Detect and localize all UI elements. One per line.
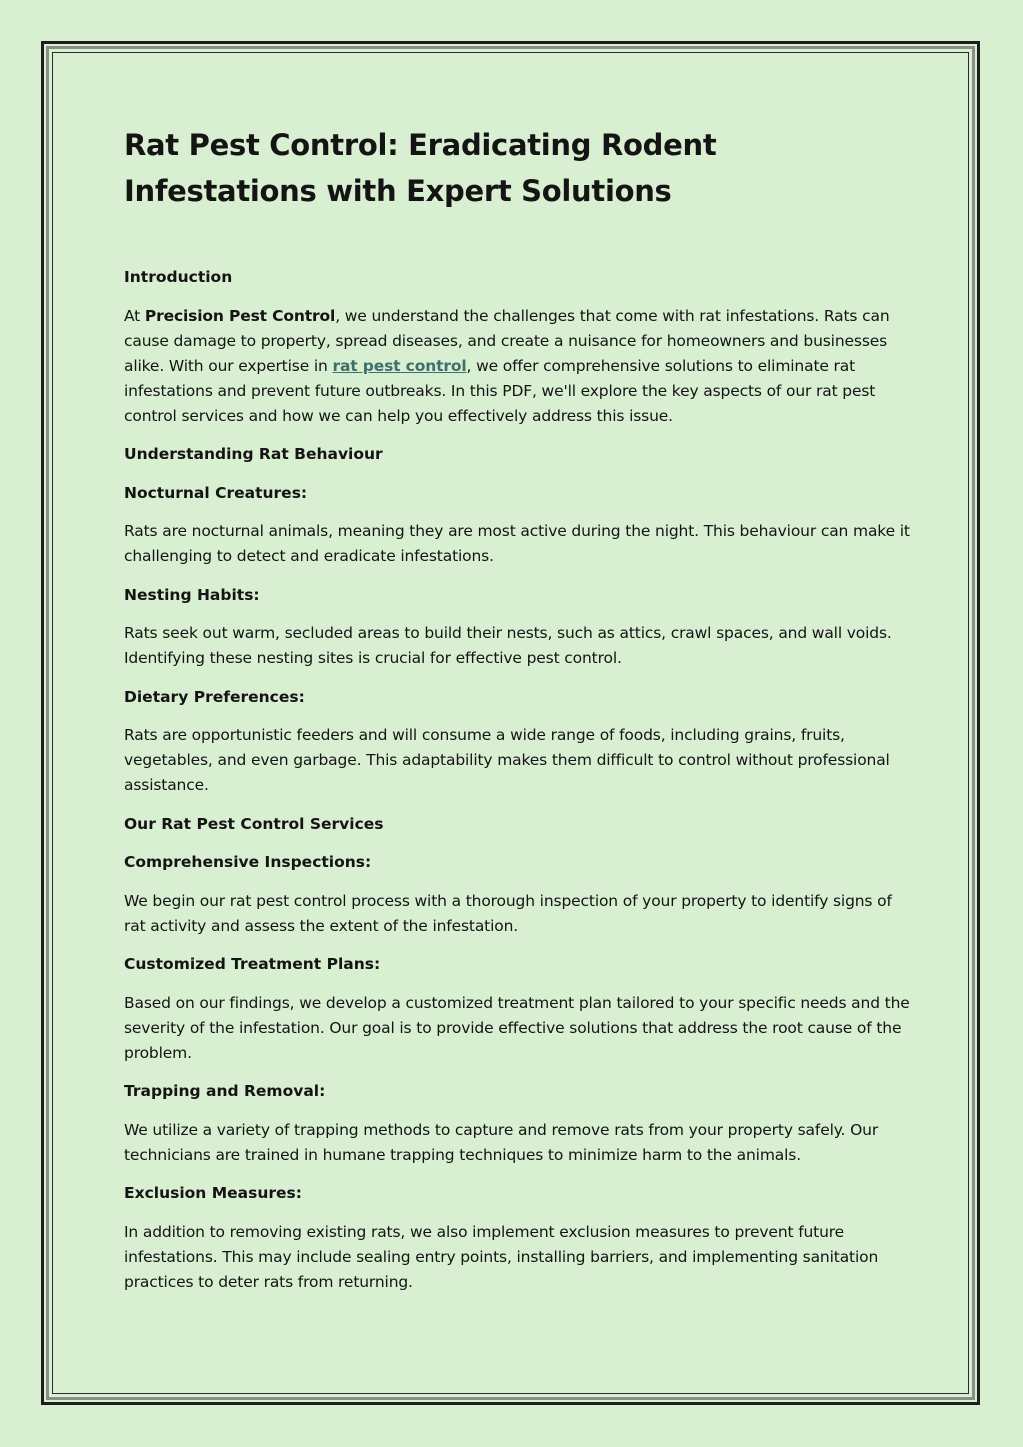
paragraph-nesting: Rats seek out warm, secluded areas to build their nests, such as attics, crawl spaces, and wall voids. Identifying these nesting sites is crucial for effective pest control. (124, 624, 892, 667)
intro-text-end: , we offer comprehensive solutions to eliminate rat infestations and prevent future outbreaks. In this PDF, we'll explore the key aspects of our rat pest control services and how we can help you effectively address this issue. (124, 356, 876, 425)
paragraph-inspections: We begin our rat pest control process with a thorough inspection of your property to identify signs of rat activity and assess the extent of the infestation. (124, 891, 892, 935)
intro-paragraph (124, 304, 914, 429)
subheading-trapping: Trapping and Removal: (124, 1082, 326, 1100)
subheading-dietary: Dietary Preferences: (124, 687, 305, 706)
subheading-exclusion: Exclusion Measures: (124, 1184, 302, 1202)
document-content (124, 122, 914, 1308)
intro-text-start: At (124, 306, 145, 325)
subheading-treatment-plans: Customized Treatment Plans: (124, 955, 381, 973)
subheading-nesting: Nesting Habits: (124, 585, 260, 604)
paragraph-dietary: Rats are opportunistic feeders and will consume a wide range of foods, including grains, fruits, vegetables, and even garbage. This adaptability makes them difficult to control without professional assistance. (124, 726, 890, 794)
document-title: Rat Pest Control: Eradicating Rodent Infestations with Expert Solutions (124, 128, 717, 208)
subheading-nocturnal: Nocturnal Creatures: (124, 483, 308, 502)
intro-text-middle: , we understand the challenges that come with rat infestations. Rats can cause damage to property, spread diseases, and create a nuisance for homeowners and businesses alike. With our expertise in (124, 306, 890, 375)
section-heading-services: Our Rat Pest Control Services (124, 814, 384, 833)
paragraph-exclusion: In addition to removing existing rats, we also implement exclusion measures to prevent future infestations. This may include sealing entry points, installing barriers, and implementing sanitation practices to deter rats from returning. (124, 1222, 879, 1291)
paragraph-trapping: We utilize a variety of trapping methods to capture and remove rats from your property safely. Our technicians are trained in humane trapping techniques to minimize harm to the animals. (124, 1120, 879, 1164)
paragraph-nocturnal: Rats are nocturnal animals, meaning they are most active during the night. This behaviour can make it challenging to detect and eradicate infestations. (124, 522, 910, 565)
paragraph-treatment-plans: Based on our findings, we develop a customized treatment plan tailored to your specific needs and the severity of the infestation. Our goal is to provide effective solutions that address the root cause of the problem. (124, 993, 910, 1062)
subheading-inspections: Comprehensive Inspections: (124, 853, 372, 871)
section-heading-behaviour: Understanding Rat Behaviour (124, 445, 383, 463)
rat-pest-control-link[interactable]: rat pest control (332, 356, 467, 375)
section-heading-introduction: Introduction (124, 268, 233, 286)
company-name: Precision Pest Control (144, 306, 336, 325)
